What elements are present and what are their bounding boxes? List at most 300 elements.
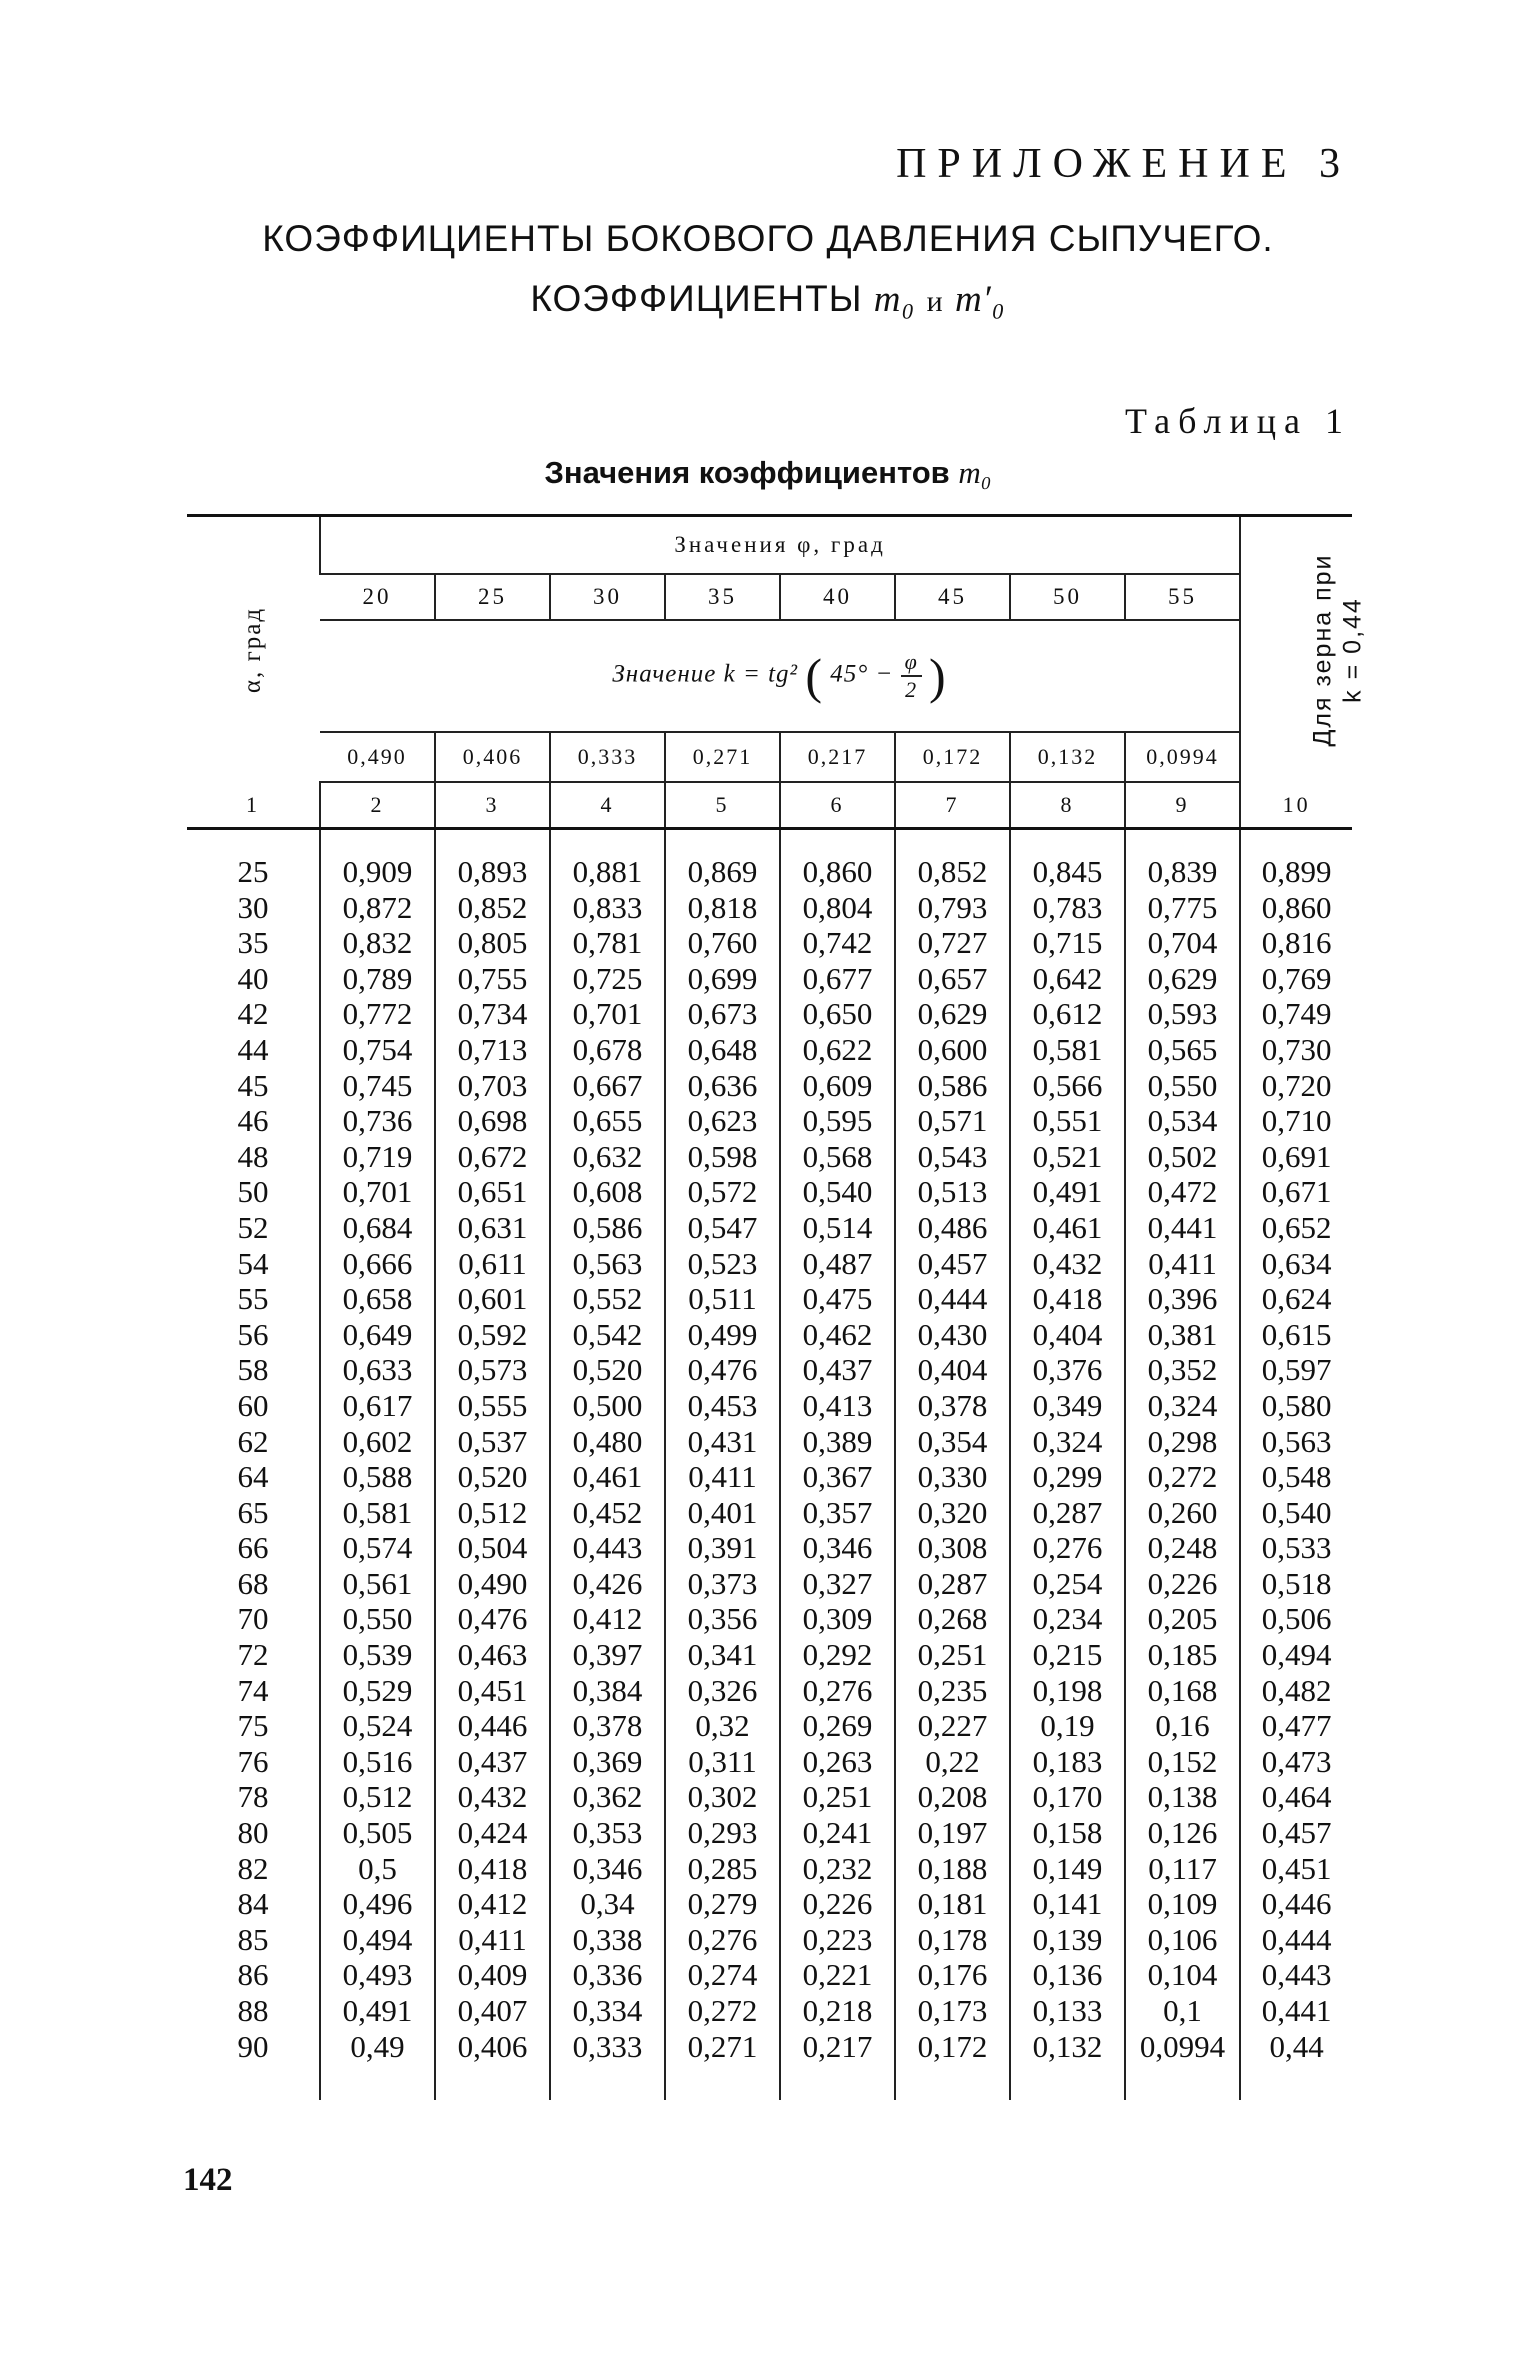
value-cell: 0,441 <box>1125 1210 1240 1246</box>
grain-header-cell <box>1240 516 1367 783</box>
value-cell: 0,719 <box>320 1139 435 1175</box>
tail-cell <box>1125 2064 1240 2100</box>
value-cell: 0,475 <box>780 1281 895 1317</box>
value-cell: 0,772 <box>320 996 435 1032</box>
table-row <box>187 1957 1352 1993</box>
value-cell: 0,600 <box>895 1032 1010 1068</box>
column-number-cell: 7 <box>895 782 1010 829</box>
k-values-row <box>187 732 1352 782</box>
value-cell: 0,524 <box>320 1708 435 1744</box>
table-row <box>187 996 1352 1032</box>
value-cell: 0,463 <box>435 1637 550 1673</box>
value-cell: 0,430 <box>895 1317 1010 1353</box>
tail-row <box>187 2064 1352 2100</box>
value-cell: 0,378 <box>550 1708 665 1744</box>
value-cell: 0,324 <box>1125 1388 1240 1424</box>
value-cell: 0,566 <box>1010 1068 1125 1104</box>
table-title-m0: m₀ <box>958 455 992 490</box>
value-cell: 0,232 <box>780 1851 895 1887</box>
value-cell: 0,789 <box>320 961 435 997</box>
alpha-cell: 88 <box>237 1993 269 2028</box>
value-cell: 0,389 <box>780 1424 895 1460</box>
table-row <box>187 1673 1352 1709</box>
alpha-cell: 60 <box>237 1387 269 1423</box>
value-cell: 0,671 <box>1240 1174 1352 1210</box>
value-cell: 0,845 <box>1010 854 1125 890</box>
value-cell: 0,443 <box>550 1530 665 1566</box>
value-cell: 0,327 <box>780 1566 895 1602</box>
spacer-cell <box>780 829 895 855</box>
title-line-2-prefix: КОЭФФИЦИЕНТЫ <box>530 278 863 319</box>
value-cell: 0,276 <box>665 1922 780 1958</box>
value-cell: 0,451 <box>435 1673 550 1709</box>
value-cell: 0,505 <box>320 1815 435 1851</box>
value-cell: 0,624 <box>1240 1281 1352 1317</box>
value-cell: 0,426 <box>550 1566 665 1602</box>
value-cell: 0,299 <box>1010 1459 1125 1495</box>
alpha-cell: 45 <box>237 1067 269 1103</box>
value-cell: 0,816 <box>1240 925 1352 961</box>
value-cell: 0,520 <box>550 1352 665 1388</box>
table-row <box>187 1103 1352 1139</box>
value-cell: 0,473 <box>1240 1744 1352 1780</box>
value-cell: 0,49 <box>320 2029 435 2065</box>
value-cell: 0,168 <box>1125 1673 1240 1709</box>
value-cell: 0,158 <box>1010 1815 1125 1851</box>
value-cell: 0,287 <box>895 1566 1010 1602</box>
value-cell: 0,657 <box>895 961 1010 997</box>
table-row <box>187 1601 1352 1637</box>
value-cell: 0,540 <box>780 1174 895 1210</box>
value-cell: 0,437 <box>435 1744 550 1780</box>
value-cell: 0,500 <box>550 1388 665 1424</box>
value-cell: 0,617 <box>320 1388 435 1424</box>
value-cell: 0,611 <box>435 1246 550 1282</box>
value-cell: 0,309 <box>780 1601 895 1637</box>
table-title-prefix: Значения коэффициентов <box>544 455 950 490</box>
value-cell: 0,287 <box>1010 1495 1125 1531</box>
table-row <box>187 1566 1352 1602</box>
value-cell: 0,349 <box>1010 1388 1125 1424</box>
value-cell: 0,516 <box>320 1744 435 1780</box>
value-cell: 0,271 <box>665 2029 780 2065</box>
value-cell: 0,221 <box>780 1957 895 1993</box>
value-cell: 0,409 <box>435 1957 550 1993</box>
value-cell: 0,272 <box>1125 1459 1240 1495</box>
value-cell: 0,586 <box>895 1068 1010 1104</box>
tail-cell <box>1010 2064 1125 2100</box>
value-cell: 0,736 <box>320 1103 435 1139</box>
value-cell: 0,521 <box>1010 1139 1125 1175</box>
table-title <box>0 455 1536 491</box>
phi-value-cell: 40 <box>780 574 895 620</box>
value-cell: 0,437 <box>780 1352 895 1388</box>
value-cell: 0,677 <box>780 961 895 997</box>
phi-values-row <box>187 574 1352 620</box>
value-cell: 0,472 <box>1125 1174 1240 1210</box>
value-cell: 0,285 <box>665 1851 780 1887</box>
value-cell: 0,592 <box>435 1317 550 1353</box>
value-cell: 0,269 <box>780 1708 895 1744</box>
value-cell: 0,356 <box>665 1601 780 1637</box>
value-cell: 0,494 <box>320 1922 435 1958</box>
grain-header <box>1308 553 1368 746</box>
alpha-cell: 66 <box>237 1530 269 1566</box>
value-cell: 0,805 <box>435 925 550 961</box>
alpha-header: α, град <box>238 606 266 693</box>
value-cell: 0,513 <box>895 1174 1010 1210</box>
value-cell: 0,523 <box>665 1246 780 1282</box>
value-cell: 0,391 <box>665 1530 780 1566</box>
value-cell: 0,555 <box>435 1388 550 1424</box>
value-cell: 0,302 <box>665 1779 780 1815</box>
value-cell: 0,412 <box>550 1601 665 1637</box>
value-cell: 0,552 <box>550 1281 665 1317</box>
value-cell: 0,542 <box>550 1317 665 1353</box>
value-cell: 0,572 <box>665 1174 780 1210</box>
grain-header-line-1: Для зерна при <box>1308 552 1337 747</box>
value-cell: 0,649 <box>320 1317 435 1353</box>
value-cell: 0,354 <box>895 1424 1010 1460</box>
value-cell: 0,667 <box>550 1068 665 1104</box>
value-cell: 0,338 <box>550 1922 665 1958</box>
value-cell: 0,482 <box>1240 1673 1352 1709</box>
value-cell: 0,636 <box>665 1068 780 1104</box>
value-cell: 0,629 <box>1125 961 1240 997</box>
alpha-cell: 86 <box>237 1957 269 1993</box>
value-cell: 0,783 <box>1010 890 1125 926</box>
phi-value-cell: 30 <box>550 574 665 620</box>
value-cell: 0,769 <box>1240 961 1352 997</box>
value-cell: 0,701 <box>320 1174 435 1210</box>
table-row <box>187 1993 1352 2029</box>
page-number: 142 <box>183 2162 233 2198</box>
appendix-heading: ПРИЛОЖЕНИЕ 3 <box>896 141 1351 187</box>
tail-cell <box>1240 2064 1352 2100</box>
value-cell: 0,518 <box>1240 1566 1352 1602</box>
value-cell: 0,336 <box>550 1957 665 1993</box>
value-cell: 0,651 <box>435 1174 550 1210</box>
value-cell: 0,227 <box>895 1708 1010 1744</box>
value-cell: 0,755 <box>435 961 550 997</box>
value-cell: 0,486 <box>895 1210 1010 1246</box>
k-value-cell: 0,172 <box>895 732 1010 782</box>
value-cell: 0,672 <box>435 1139 550 1175</box>
value-cell: 0,32 <box>665 1708 780 1744</box>
value-cell: 0,443 <box>1240 1957 1352 1993</box>
value-cell: 0,514 <box>780 1210 895 1246</box>
spacer-row <box>187 829 1352 855</box>
value-cell: 0,852 <box>435 890 550 926</box>
value-cell: 0,543 <box>895 1139 1010 1175</box>
value-cell: 0,655 <box>550 1103 665 1139</box>
alpha-cell: 65 <box>237 1494 269 1530</box>
value-cell: 0,612 <box>1010 996 1125 1032</box>
table-row <box>187 1352 1352 1388</box>
value-cell: 0,117 <box>1125 1851 1240 1887</box>
value-cell: 0,263 <box>780 1744 895 1780</box>
value-cell: 0,464 <box>1240 1779 1352 1815</box>
value-cell: 0,376 <box>1010 1352 1125 1388</box>
value-cell: 0,691 <box>1240 1139 1352 1175</box>
value-cell: 0,293 <box>665 1815 780 1851</box>
spacer-cell <box>550 829 665 855</box>
value-cell: 0,5 <box>320 1851 435 1887</box>
value-cell: 0,276 <box>780 1673 895 1709</box>
value-cell: 0,642 <box>1010 961 1125 997</box>
alpha-cell: 75 <box>237 1708 269 1744</box>
value-cell: 0,1 <box>1125 1993 1240 2029</box>
value-cell: 0,126 <box>1125 1815 1240 1851</box>
value-cell: 0,268 <box>895 1601 1010 1637</box>
alpha-cell: 70 <box>237 1601 269 1637</box>
table-row <box>187 1530 1352 1566</box>
m0-prime-symbol: m′₀ <box>954 279 1006 320</box>
value-cell: 0,491 <box>1010 1174 1125 1210</box>
alpha-cell: 52 <box>237 1209 269 1245</box>
value-cell: 0,373 <box>665 1566 780 1602</box>
table-row <box>187 1495 1352 1531</box>
value-cell: 0,581 <box>320 1495 435 1531</box>
value-cell: 0,431 <box>665 1424 780 1460</box>
table-row <box>187 1246 1352 1282</box>
value-cell: 0,324 <box>1010 1424 1125 1460</box>
value-cell: 0,109 <box>1125 1886 1240 1922</box>
value-cell: 0,241 <box>780 1815 895 1851</box>
value-cell: 0,512 <box>320 1779 435 1815</box>
tail-cell <box>550 2064 665 2100</box>
value-cell: 0,404 <box>895 1352 1010 1388</box>
value-cell: 0,308 <box>895 1530 1010 1566</box>
value-cell: 0,22 <box>895 1744 1010 1780</box>
table-row <box>187 1922 1352 1958</box>
value-cell: 0,487 <box>780 1246 895 1282</box>
value-cell: 0,832 <box>320 925 435 961</box>
value-cell: 0,598 <box>665 1139 780 1175</box>
alpha-cell: 78 <box>237 1779 269 1815</box>
value-cell: 0,852 <box>895 854 1010 890</box>
value-cell: 0,136 <box>1010 1957 1125 1993</box>
value-cell: 0,634 <box>1240 1246 1352 1282</box>
value-cell: 0,480 <box>550 1424 665 1460</box>
value-cell: 0,234 <box>1010 1601 1125 1637</box>
value-cell: 0,781 <box>550 925 665 961</box>
alpha-cell: 85 <box>237 1921 269 1957</box>
table-row <box>187 1779 1352 1815</box>
value-cell: 0,550 <box>320 1601 435 1637</box>
alpha-cell: 58 <box>237 1352 269 1388</box>
column-number-cell: 10 <box>1240 782 1352 829</box>
table-row <box>187 1459 1352 1495</box>
value-cell: 0,311 <box>665 1744 780 1780</box>
value-cell: 0,181 <box>895 1886 1010 1922</box>
value-cell: 0,742 <box>780 925 895 961</box>
value-cell: 0,413 <box>780 1388 895 1424</box>
alpha-cell: 48 <box>237 1138 269 1174</box>
value-cell: 0,441 <box>1240 1993 1352 2029</box>
k-value-cell: 0,490 <box>320 732 435 782</box>
value-cell: 0,833 <box>550 890 665 926</box>
value-cell: 0,418 <box>1010 1281 1125 1317</box>
value-cell: 0,330 <box>895 1459 1010 1495</box>
phi-value-cell: 20 <box>320 574 435 620</box>
value-cell: 0,461 <box>550 1459 665 1495</box>
table-row <box>187 961 1352 997</box>
value-cell: 0,346 <box>780 1530 895 1566</box>
k-header <box>320 620 1240 732</box>
value-cell: 0,595 <box>780 1103 895 1139</box>
value-cell: 0,401 <box>665 1495 780 1531</box>
value-cell: 0,658 <box>320 1281 435 1317</box>
column-number-cell: 9 <box>1125 782 1240 829</box>
value-cell: 0,749 <box>1240 996 1352 1032</box>
phi-value-cell: 55 <box>1125 574 1240 620</box>
k-header-fraction <box>901 649 922 703</box>
value-cell: 0,411 <box>1125 1246 1240 1282</box>
spacer-cell <box>665 829 780 855</box>
value-cell: 0,899 <box>1240 854 1352 890</box>
value-cell: 0,548 <box>1240 1459 1352 1495</box>
value-cell: 0,132 <box>1010 2029 1125 2065</box>
value-cell: 0,279 <box>665 1886 780 1922</box>
value-cell: 0,504 <box>435 1530 550 1566</box>
value-cell: 0,775 <box>1125 890 1240 926</box>
value-cell: 0,609 <box>780 1068 895 1104</box>
value-cell: 0,629 <box>895 996 1010 1032</box>
value-cell: 0,745 <box>320 1068 435 1104</box>
value-cell: 0,533 <box>1240 1530 1352 1566</box>
table-body <box>187 829 1352 2101</box>
value-cell: 0,673 <box>665 996 780 1032</box>
value-cell: 0,760 <box>665 925 780 961</box>
value-cell: 0,698 <box>435 1103 550 1139</box>
value-cell: 0,346 <box>550 1851 665 1887</box>
value-cell: 0,353 <box>550 1815 665 1851</box>
value-cell: 0,381 <box>1125 1317 1240 1353</box>
value-cell: 0,547 <box>665 1210 780 1246</box>
value-cell: 0,534 <box>1125 1103 1240 1139</box>
alpha-cell: 25 <box>237 854 269 889</box>
value-cell: 0,215 <box>1010 1637 1125 1673</box>
spacer-cell <box>187 829 320 855</box>
value-cell: 0,563 <box>1240 1424 1352 1460</box>
value-cell: 0,701 <box>550 996 665 1032</box>
value-cell: 0,208 <box>895 1779 1010 1815</box>
column-number-cell: 8 <box>1010 782 1125 829</box>
value-cell: 0,633 <box>320 1352 435 1388</box>
value-cell: 0,185 <box>1125 1637 1240 1673</box>
value-cell: 0,298 <box>1125 1424 1240 1460</box>
value-cell: 0,19 <box>1010 1708 1125 1744</box>
value-cell: 0,444 <box>1240 1922 1352 1958</box>
k-header-prefix: Значение k = tg² <box>612 660 799 688</box>
value-cell: 0,251 <box>780 1779 895 1815</box>
spacer-cell <box>1240 829 1352 855</box>
value-cell: 0,869 <box>665 854 780 890</box>
value-cell: 0,499 <box>665 1317 780 1353</box>
value-cell: 0,703 <box>435 1068 550 1104</box>
value-cell: 0,412 <box>435 1886 550 1922</box>
value-cell: 0,326 <box>665 1673 780 1709</box>
value-cell: 0,0994 <box>1125 2029 1240 2065</box>
value-cell: 0,601 <box>435 1281 550 1317</box>
alpha-cell: 76 <box>237 1743 269 1779</box>
k-header-numerator: φ <box>901 649 922 677</box>
value-cell: 0,176 <box>895 1957 1010 1993</box>
value-cell: 0,411 <box>435 1922 550 1958</box>
k-value-cell: 0,217 <box>780 732 895 782</box>
alpha-cell: 80 <box>237 1815 269 1851</box>
table-row <box>187 1174 1352 1210</box>
alpha-cell: 50 <box>237 1174 269 1210</box>
grain-header-line-2: k = 0,44 <box>1338 596 1367 703</box>
value-cell: 0,198 <box>1010 1673 1125 1709</box>
value-cell: 0,218 <box>780 1993 895 2029</box>
value-cell: 0,550 <box>1125 1068 1240 1104</box>
coefficients-table <box>187 514 1367 2100</box>
value-cell: 0,839 <box>1125 854 1240 890</box>
value-cell: 0,632 <box>550 1139 665 1175</box>
value-cell: 0,512 <box>435 1495 550 1531</box>
value-cell: 0,476 <box>435 1601 550 1637</box>
alpha-cell: 35 <box>237 925 269 961</box>
table-row <box>187 1032 1352 1068</box>
value-cell: 0,461 <box>1010 1210 1125 1246</box>
value-cell: 0,565 <box>1125 1032 1240 1068</box>
phi-value-cell: 25 <box>435 574 550 620</box>
value-cell: 0,173 <box>895 1993 1010 2029</box>
alpha-cell: 82 <box>237 1850 269 1886</box>
title-line-2 <box>0 278 1536 321</box>
value-cell: 0,754 <box>320 1032 435 1068</box>
alpha-cell: 42 <box>237 996 269 1032</box>
phi-value-cell: 35 <box>665 574 780 620</box>
alpha-cell: 46 <box>237 1103 269 1139</box>
value-cell: 0,502 <box>1125 1139 1240 1175</box>
value-cell: 0,715 <box>1010 925 1125 961</box>
value-cell: 0,352 <box>1125 1352 1240 1388</box>
value-cell: 0,170 <box>1010 1779 1125 1815</box>
alpha-cell: 64 <box>237 1459 269 1495</box>
phi-value-cell: 50 <box>1010 574 1125 620</box>
value-cell: 0,704 <box>1125 925 1240 961</box>
value-cell: 0,404 <box>1010 1317 1125 1353</box>
value-cell: 0,457 <box>895 1246 1010 1282</box>
value-cell: 0,666 <box>320 1246 435 1282</box>
value-cell: 0,248 <box>1125 1530 1240 1566</box>
table-row <box>187 1815 1352 1851</box>
tail-cell <box>187 2064 320 2100</box>
value-cell: 0,699 <box>665 961 780 997</box>
value-cell: 0,141 <box>1010 1886 1125 1922</box>
table-row <box>187 1424 1352 1460</box>
alpha-cell: 56 <box>237 1316 269 1352</box>
table-row <box>187 1281 1352 1317</box>
value-cell: 0,551 <box>1010 1103 1125 1139</box>
value-cell: 0,16 <box>1125 1708 1240 1744</box>
value-cell: 0,622 <box>780 1032 895 1068</box>
table-row <box>187 1851 1352 1887</box>
value-cell: 0,251 <box>895 1637 1010 1673</box>
table-row <box>187 1886 1352 1922</box>
value-cell: 0,235 <box>895 1673 1010 1709</box>
spacer-cell <box>1010 829 1125 855</box>
value-cell: 0,362 <box>550 1779 665 1815</box>
value-cell: 0,490 <box>435 1566 550 1602</box>
value-cell: 0,529 <box>320 1673 435 1709</box>
value-cell: 0,418 <box>435 1851 550 1887</box>
m0-symbol: m₀ <box>873 279 916 320</box>
